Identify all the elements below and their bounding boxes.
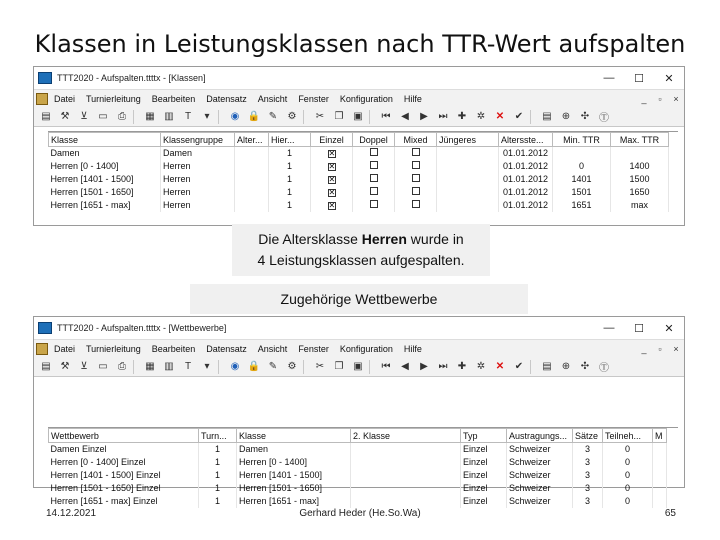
table-cell[interactable] <box>395 199 437 212</box>
table-cell[interactable]: 0 <box>603 482 653 495</box>
next-record-icon[interactable]: ▶ <box>420 361 428 372</box>
separator <box>218 110 224 124</box>
copy-icon[interactable]: ❐ <box>334 361 344 372</box>
table-row[interactable] <box>49 147 669 160</box>
table-cell[interactable]: Herren [1401 - 1500] Einzel <box>49 469 199 482</box>
table-cell[interactable]: Herren [0 - 1400] <box>49 160 161 173</box>
menubar <box>34 339 684 357</box>
table-row[interactable] <box>49 469 667 482</box>
table-cell[interactable] <box>353 160 395 173</box>
separator <box>133 110 139 124</box>
globe-icon[interactable]: ◉ <box>230 111 240 122</box>
window-wettbewerbe <box>33 316 685 506</box>
table-cell[interactable]: Schweizer <box>507 482 573 495</box>
footer-date: 14.12.2021 <box>46 508 97 519</box>
settings-icon[interactable]: ⚙ <box>287 361 297 372</box>
separator <box>530 360 536 374</box>
table-cell[interactable]: Einzel <box>461 482 507 495</box>
first-record-icon[interactable]: ⏮ <box>381 111 391 122</box>
table-cell[interactable] <box>653 456 667 469</box>
add-record-icon[interactable]: ✚ <box>457 361 467 372</box>
preview-icon[interactable]: ▭ <box>98 361 108 372</box>
menu-ansicht[interactable]: Ansicht <box>257 343 288 354</box>
table-cell[interactable]: Damen <box>49 147 161 160</box>
table-cell[interactable] <box>235 199 269 212</box>
table-cell[interactable] <box>395 160 437 173</box>
col-header[interactable]: M <box>653 429 667 443</box>
table-cell[interactable] <box>311 173 353 186</box>
table-cell[interactable]: Damen Einzel <box>49 443 199 456</box>
tools-icon[interactable]: ⚒ <box>60 361 70 372</box>
table-cell[interactable]: Schweizer <box>507 495 573 508</box>
table-row[interactable] <box>49 456 667 469</box>
lock-icon[interactable]: 🔒 <box>247 111 261 122</box>
separator <box>303 360 309 374</box>
filter-icon[interactable]: ⊻ <box>80 361 88 372</box>
table-cell[interactable]: Herren [1651 - max] <box>49 199 161 212</box>
callout-bold: Herren <box>361 231 407 247</box>
table-cell[interactable]: Herren <box>161 173 235 186</box>
mdi-close-icon[interactable]: × <box>673 93 679 104</box>
checkbox[interactable]: ✕ <box>328 175 336 184</box>
cut-icon[interactable]: ✂ <box>315 361 325 372</box>
table-cell[interactable] <box>353 173 395 186</box>
app-icon <box>38 322 52 334</box>
checkbox[interactable] <box>412 148 420 156</box>
separator <box>303 110 309 124</box>
table-row[interactable] <box>49 482 667 495</box>
table-cell[interactable]: 0 <box>603 469 653 482</box>
filter-icon[interactable]: ⊻ <box>80 111 88 122</box>
table-cell[interactable] <box>351 456 461 469</box>
callout-aufgespalten <box>232 224 490 276</box>
menu-turnierleitung[interactable]: Turnierleitung <box>86 343 141 354</box>
checkbox[interactable]: ✕ <box>328 162 336 171</box>
table-cell[interactable]: Damen <box>237 443 351 456</box>
col-header[interactable]: Doppel <box>353 133 395 147</box>
first-record-icon[interactable]: ⏮ <box>381 361 391 372</box>
table-cell[interactable]: Herren <box>161 186 235 199</box>
text-icon[interactable]: T <box>184 111 192 122</box>
wettbewerbe-grid <box>48 427 678 508</box>
table-cell[interactable]: Herren [1401 - 1500] <box>49 173 161 186</box>
last-record-icon[interactable]: ⏭ <box>438 111 448 122</box>
col-header[interactable]: Klasse <box>49 133 161 147</box>
last-record-icon[interactable]: ⏭ <box>438 361 448 372</box>
table-cell[interactable] <box>351 469 461 482</box>
table-cell[interactable]: 01.01.2012 <box>499 173 553 186</box>
table-cell[interactable] <box>353 186 395 199</box>
table-row[interactable] <box>49 495 667 508</box>
table-cell[interactable] <box>437 173 499 186</box>
table-cell[interactable]: Schweizer <box>507 443 573 456</box>
grid-icon[interactable]: ▥ <box>164 361 174 372</box>
table-cell[interactable] <box>653 482 667 495</box>
mdi-minimize-icon[interactable]: _ <box>641 93 647 104</box>
header-row <box>49 429 667 443</box>
callout-wettbewerbe: Zugehörige Wettbewerbe <box>190 284 528 314</box>
book-icon[interactable]: ▤ <box>542 361 552 372</box>
table-cell[interactable]: 0 <box>603 495 653 508</box>
table-cell[interactable]: Herren [1501 - 1650] Einzel <box>49 482 199 495</box>
table-cell[interactable]: 01.01.2012 <box>499 147 553 160</box>
special-icon[interactable]: ✲ <box>476 361 486 372</box>
cut-icon[interactable]: ✂ <box>315 111 325 122</box>
checkbox[interactable]: ✕ <box>328 201 336 210</box>
table-cell[interactable]: Herren [0 - 1400] <box>237 456 351 469</box>
col-header[interactable]: Klassengruppe <box>161 133 235 147</box>
lock-icon[interactable]: 🔒 <box>247 361 261 372</box>
add-record-icon[interactable]: ✚ <box>457 111 467 122</box>
menu-konfiguration[interactable]: Konfiguration <box>339 343 393 354</box>
menu-turnierleitung[interactable]: Turnierleitung <box>86 93 141 104</box>
delete-icon[interactable]: ✕ <box>495 361 505 372</box>
table-cell[interactable]: Schweizer <box>507 456 573 469</box>
table-cell[interactable] <box>351 443 461 456</box>
table-row[interactable] <box>49 160 669 173</box>
table-cell[interactable]: Einzel <box>461 495 507 508</box>
table-cell[interactable]: 1501 <box>553 186 611 199</box>
header-row <box>49 133 669 147</box>
special-icon[interactable]: ✲ <box>476 111 486 122</box>
menu-datei[interactable]: Datei <box>54 343 76 354</box>
save-icon[interactable]: ✔ <box>514 361 524 372</box>
dropdown-icon[interactable]: ▾ <box>204 111 210 122</box>
window-klassen <box>33 66 685 226</box>
table-cell[interactable]: Herren <box>161 199 235 212</box>
close-icon[interactable]: ✕ <box>664 322 674 335</box>
ttr-icon[interactable]: Ⓣ <box>599 363 609 374</box>
pen-icon[interactable]: ✎ <box>268 111 278 122</box>
table-cell[interactable]: 3 <box>573 456 603 469</box>
new-icon[interactable]: ▤ <box>41 361 51 372</box>
document-icon[interactable] <box>36 93 48 105</box>
book-icon[interactable]: ▤ <box>542 111 552 122</box>
toolbar <box>34 357 684 377</box>
grid-icon[interactable]: ▥ <box>164 111 174 122</box>
minimize-icon[interactable]: — <box>603 72 615 84</box>
table-row[interactable] <box>49 173 669 186</box>
titlebar[interactable] <box>34 67 684 89</box>
menu-fenster[interactable]: Fenster <box>298 343 329 354</box>
maximize-icon[interactable]: ☐ <box>634 72 644 85</box>
dropdown-icon[interactable]: ▾ <box>204 361 210 372</box>
mdi-minimize-icon[interactable]: _ <box>641 343 647 354</box>
print-icon[interactable]: ⎙ <box>118 111 126 122</box>
close-icon[interactable]: ✕ <box>664 72 674 85</box>
mdi-close-icon[interactable]: × <box>673 343 679 354</box>
table-cell[interactable]: 0 <box>603 443 653 456</box>
new-icon[interactable]: ▤ <box>41 111 51 122</box>
table-cell[interactable]: Herren [1651 - max] <box>237 495 351 508</box>
copy-icon[interactable]: ❐ <box>334 111 344 122</box>
table-cell[interactable] <box>351 482 461 495</box>
col-header[interactable]: Sätze <box>573 429 603 443</box>
globe-icon[interactable]: ◉ <box>230 361 240 372</box>
menu-konfiguration[interactable]: Konfiguration <box>339 93 393 104</box>
prev-record-icon[interactable]: ◀ <box>401 361 409 372</box>
table-cell[interactable]: Damen <box>161 147 235 160</box>
col-header[interactable]: Turn... <box>199 429 237 443</box>
table-cell[interactable]: Einzel <box>461 443 507 456</box>
col-header[interactable]: Alter... <box>235 133 269 147</box>
delete-icon[interactable]: ✕ <box>495 111 505 122</box>
callout-text: 4 Leistungsklassen aufgespalten. <box>257 252 465 268</box>
table-cell[interactable] <box>437 186 499 199</box>
menu-datensatz[interactable]: Datensatz <box>206 93 247 104</box>
tools-icon[interactable]: ⚒ <box>60 111 70 122</box>
table-cell[interactable]: 1 <box>269 160 311 173</box>
table-cell[interactable] <box>311 186 353 199</box>
table-row[interactable] <box>49 443 667 456</box>
separator <box>530 110 536 124</box>
table-cell[interactable]: 1651 <box>553 199 611 212</box>
table-row[interactable] <box>49 186 669 199</box>
table-cell[interactable]: 1 <box>199 443 237 456</box>
table-cell[interactable]: 1650 <box>611 186 669 199</box>
table-cell[interactable]: 1401 <box>553 173 611 186</box>
menu-datensatz[interactable]: Datensatz <box>206 343 247 354</box>
table-cell[interactable]: 1 <box>269 186 311 199</box>
checkbox[interactable] <box>412 187 420 195</box>
col-header[interactable]: Max. TTR <box>611 133 669 147</box>
checkbox[interactable] <box>370 148 378 156</box>
table-cell[interactable] <box>353 199 395 212</box>
lookup-icon[interactable]: ⊕ <box>561 111 571 122</box>
table-cell[interactable]: 3 <box>573 443 603 456</box>
checkbox[interactable]: ✕ <box>328 149 336 159</box>
table-cell[interactable] <box>611 147 669 160</box>
window-title: TTT2020 - Aufspalten.ttttx - [Klassen] <box>57 73 206 83</box>
footer-page-number: 65 <box>664 508 676 519</box>
table-cell[interactable]: 01.01.2012 <box>499 160 553 173</box>
col-header[interactable]: Einzel <box>311 133 353 147</box>
save-icon[interactable]: ✔ <box>514 111 524 122</box>
col-header[interactable]: Klasse <box>237 429 351 443</box>
table-cell[interactable] <box>437 160 499 173</box>
separator <box>369 360 375 374</box>
menu-datei[interactable]: Datei <box>54 93 76 104</box>
lookup-icon[interactable]: ⊕ <box>561 361 571 372</box>
document-icon[interactable] <box>36 343 48 355</box>
puzzle-icon[interactable]: ✣ <box>580 111 590 122</box>
col-header[interactable]: Teilneh... <box>603 429 653 443</box>
table-cell[interactable] <box>653 443 667 456</box>
table-cell[interactable] <box>553 147 611 160</box>
menu-fenster[interactable]: Fenster <box>298 93 329 104</box>
col-header[interactable]: Jüngeres <box>437 133 499 147</box>
table-cell[interactable] <box>437 147 499 160</box>
menubar <box>34 89 684 107</box>
toolbar <box>34 107 684 127</box>
col-header[interactable]: Austragungs... <box>507 429 573 443</box>
table-cell[interactable]: 01.01.2012 <box>499 199 553 212</box>
table-cell[interactable] <box>235 173 269 186</box>
table-cell[interactable] <box>395 147 437 160</box>
table-cell[interactable] <box>311 199 353 212</box>
table-cell[interactable]: Herren <box>161 160 235 173</box>
col-header[interactable]: 2. Klasse <box>351 429 461 443</box>
table-cell[interactable]: Herren [1501 - 1650] <box>49 186 161 199</box>
table-cell[interactable]: 0 <box>553 160 611 173</box>
col-header[interactable]: Typ <box>461 429 507 443</box>
table-cell[interactable] <box>653 495 667 508</box>
menu-hilfe[interactable]: Hilfe <box>403 343 422 354</box>
table-cell[interactable]: 3 <box>573 495 603 508</box>
menu-bearbeiten[interactable]: Bearbeiten <box>151 343 196 354</box>
table-cell[interactable]: Herren [1651 - max] Einzel <box>49 495 199 508</box>
maximize-icon[interactable]: ☐ <box>634 322 644 335</box>
puzzle-icon[interactable]: ✣ <box>580 361 590 372</box>
table-cell[interactable] <box>353 147 395 160</box>
paste-icon[interactable]: ▣ <box>353 361 363 372</box>
preview-icon[interactable]: ▭ <box>98 111 108 122</box>
mdi-restore-icon[interactable]: ▫ <box>658 343 662 354</box>
table-cell[interactable]: 1 <box>269 173 311 186</box>
slide-title: Klassen in Leistungsklassen nach TTR-Wert aufspalten <box>34 30 686 58</box>
table-cell[interactable]: Herren [1401 - 1500] <box>237 469 351 482</box>
table-cell[interactable] <box>351 495 461 508</box>
table-cell[interactable] <box>235 160 269 173</box>
table-cell[interactable] <box>311 147 353 160</box>
table-cell[interactable]: Einzel <box>461 469 507 482</box>
app-icon <box>38 72 52 84</box>
col-header[interactable]: Min. TTR <box>553 133 611 147</box>
table-cell[interactable]: 1 <box>269 147 311 160</box>
table-cell[interactable]: 1 <box>199 469 237 482</box>
table-cell[interactable]: 3 <box>573 482 603 495</box>
table-cell[interactable]: 01.01.2012 <box>499 186 553 199</box>
separator <box>218 360 224 374</box>
table-cell[interactable]: 1 <box>269 199 311 212</box>
table-cell[interactable]: Schweizer <box>507 469 573 482</box>
minimize-icon[interactable]: — <box>603 322 615 334</box>
checkbox[interactable] <box>370 200 378 208</box>
titlebar[interactable] <box>34 317 684 339</box>
table-cell[interactable]: 0 <box>603 456 653 469</box>
separator <box>133 360 139 374</box>
col-header[interactable]: Hier... <box>269 133 311 147</box>
checkbox[interactable] <box>370 174 378 182</box>
table-cell[interactable]: 1 <box>199 456 237 469</box>
table-cell[interactable]: max <box>611 199 669 212</box>
checkbox[interactable]: ✕ <box>328 188 336 197</box>
klassen-grid <box>48 131 678 212</box>
text-icon[interactable]: T <box>184 361 192 372</box>
table-cell[interactable]: 1500 <box>611 173 669 186</box>
table-cell[interactable] <box>235 186 269 199</box>
checkbox[interactable] <box>370 187 378 195</box>
table-row[interactable] <box>49 199 669 212</box>
table-icon[interactable]: ▦ <box>145 111 155 122</box>
ttr-icon[interactable]: Ⓣ <box>599 113 609 124</box>
table-cell[interactable]: Einzel <box>461 456 507 469</box>
table-cell[interactable] <box>311 160 353 173</box>
col-header[interactable]: Altersste... <box>499 133 553 147</box>
window-title: TTT2020 - Aufspalten.ttttx - [Wettbewerbe] <box>57 323 227 333</box>
menu-ansicht[interactable]: Ansicht <box>257 93 288 104</box>
table-cell[interactable]: 1400 <box>611 160 669 173</box>
checkbox[interactable] <box>412 174 420 182</box>
callout-text: wurde in <box>406 231 464 247</box>
col-header[interactable]: Mixed <box>395 133 437 147</box>
table-cell[interactable] <box>437 199 499 212</box>
table-icon[interactable]: ▦ <box>145 361 155 372</box>
menu-hilfe[interactable]: Hilfe <box>403 93 422 104</box>
footer-author: Gerhard Heder (He.So.Wa) <box>299 508 421 519</box>
table-cell[interactable] <box>235 147 269 160</box>
table-cell[interactable]: 1 <box>199 482 237 495</box>
table-cell[interactable] <box>653 469 667 482</box>
table-cell[interactable]: Herren [1501 - 1650] <box>237 482 351 495</box>
table-cell[interactable]: 1 <box>199 495 237 508</box>
separator <box>369 110 375 124</box>
checkbox[interactable] <box>412 200 420 208</box>
table-cell[interactable] <box>395 173 437 186</box>
menu-bearbeiten[interactable]: Bearbeiten <box>151 93 196 104</box>
mdi-restore-icon[interactable]: ▫ <box>658 93 662 104</box>
settings-icon[interactable]: ⚙ <box>287 111 297 122</box>
table-cell[interactable]: 3 <box>573 469 603 482</box>
paste-icon[interactable]: ▣ <box>353 111 363 122</box>
table-cell[interactable] <box>395 186 437 199</box>
prev-record-icon[interactable]: ◀ <box>401 111 409 122</box>
callout-text: Die Altersklasse <box>258 231 362 247</box>
table-cell[interactable]: Herren [0 - 1400] Einzel <box>49 456 199 469</box>
pen-icon[interactable]: ✎ <box>268 361 278 372</box>
next-record-icon[interactable]: ▶ <box>420 111 428 122</box>
checkbox[interactable] <box>370 161 378 169</box>
print-icon[interactable]: ⎙ <box>118 361 126 372</box>
col-header[interactable]: Wettbewerb <box>49 429 199 443</box>
checkbox[interactable] <box>412 161 420 169</box>
